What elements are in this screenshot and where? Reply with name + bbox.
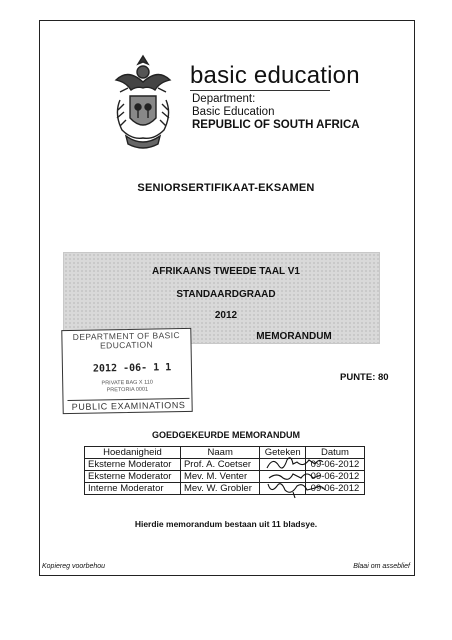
column-header: Hoedanigheid	[85, 447, 181, 459]
signature-cell	[260, 483, 306, 495]
column-header: Datum	[305, 447, 364, 459]
stamp-department-line2: EDUCATION	[99, 339, 154, 351]
date-cell: 09-06-2012	[305, 483, 364, 495]
role-cell: Eksterne Moderator	[85, 471, 181, 483]
country-name: REPUBLIC OF SOUTH AFRICA	[192, 119, 360, 131]
document-type: MEMORANDUM	[256, 331, 332, 342]
date-cell: 09-06-2012	[305, 471, 364, 483]
copyright-footer: Kopiereg voorbehou	[42, 563, 106, 570]
name-cell: Mev. W. Grobler	[180, 483, 259, 495]
stamp-department-line1: DEPARTMENT OF BASIC	[72, 330, 181, 342]
page-turn-footer: Blaai om asseblief	[353, 563, 410, 570]
role-cell: Interne Moderator	[85, 483, 181, 495]
signature-icon	[263, 478, 328, 498]
page-count-note: Hierdie memorandum bestaan uit 11 bladsye.	[134, 519, 318, 529]
department-name: Basic Education	[192, 106, 275, 118]
subject-title: AFRIKAANS TWEEDE TAAL V1	[152, 266, 300, 277]
stamp-footer: PUBLIC EXAMINATIONS	[67, 398, 189, 412]
approved-heading: GOEDGEKEURDE MEMORANDUM	[151, 430, 300, 440]
column-header: Naam	[180, 447, 259, 459]
brand-title: basic education	[190, 62, 360, 89]
stamp-date: 2012 -06- 1 1	[92, 362, 172, 375]
grade-level: STANDAARDGRAAD	[176, 289, 276, 300]
name-cell: Prof. A. Coetser	[180, 459, 259, 471]
coat-of-arms-icon	[108, 52, 178, 162]
name-cell: Mev. M. Venter	[180, 471, 259, 483]
stamp-address-line2: PRETORIA 0001	[106, 386, 149, 394]
exam-year: 2012	[214, 310, 238, 321]
brand-underline	[190, 90, 330, 91]
total-marks: PUNTE: 80	[340, 372, 389, 383]
stamp-address-line1: PRIVATE BAG X 110	[101, 379, 153, 387]
role-cell: Eksterne Moderator	[85, 459, 181, 471]
department-label: Department:	[192, 93, 256, 105]
approvals-table	[84, 446, 365, 495]
table-row	[85, 483, 365, 495]
date-cell: 09-06-2012	[305, 459, 364, 471]
column-header: Geteken	[260, 447, 306, 459]
exam-title: SENIORSERTIFIKAAT-EKSAMEN	[137, 182, 315, 194]
